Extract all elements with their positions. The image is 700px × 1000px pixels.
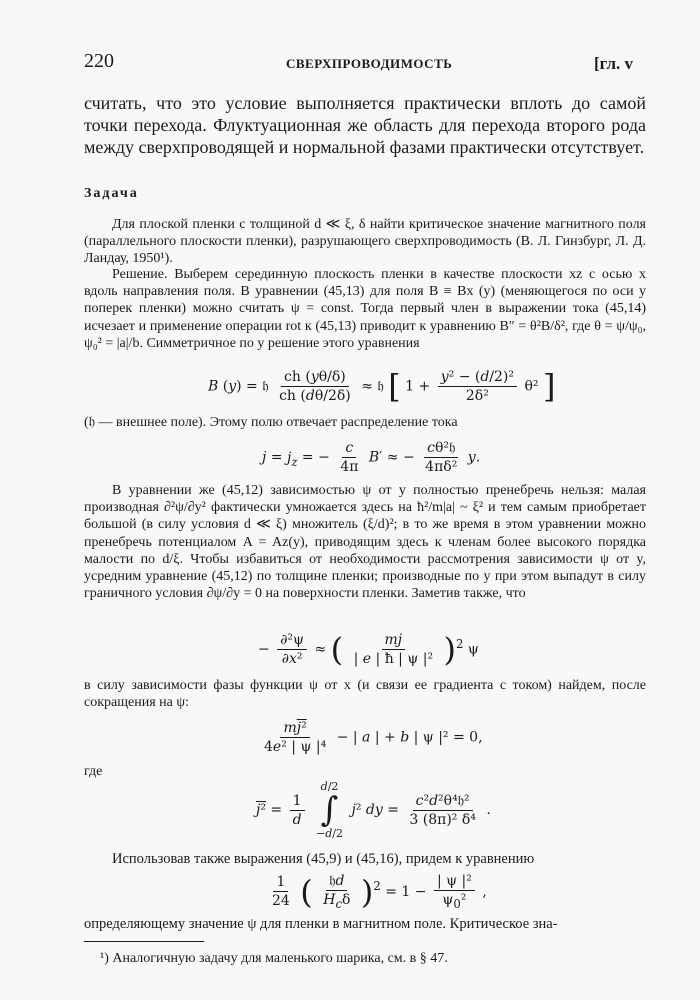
- where-label: [84, 763, 646, 780]
- after-formula1-paragraph: [84, 414, 646, 431]
- formula-averaged-equation: $\frac{\text{mj²}}{\text{4e² | ψ |⁴}}$ − | a | + b | ψ |² = 0,: [264, 720, 483, 755]
- chapter-marker: [гл. v: [594, 54, 634, 73]
- footnote-divider: [84, 941, 204, 942]
- paragraph-4: [84, 851, 646, 868]
- footnote: ¹) Аналогичную задачу для маленького шарика, см. в § 47.: [100, 951, 448, 966]
- solution-paragraph: [84, 266, 646, 352]
- running-title: СВЕРХПРОВОДИМОСТЬ: [286, 56, 453, 71]
- paragraph-5-text: определяющему значение ψ для пленки в магнитном поле. Критическое зна-: [84, 916, 558, 932]
- where-text: где: [84, 764, 103, 779]
- paragraph-2: [84, 482, 646, 602]
- formula-current: $j = j_z$ = − $\frac{c}{4\pi}$ B′ ≈ − $\frac{\text{cθ²𝔥}}{\text{4πδ²}}$ y.: [262, 440, 481, 475]
- formula-mean-square-current: j² = $\frac{1}{d}$ d/2 ∫ −d/2 j² dy = $\frac{\text{c²d²θ⁴𝔥²}}{\text{3 (8π)² δ⁴}}$ .: [256, 780, 491, 840]
- formula-critical-equation: $\frac{1}{24}$ ( $\frac{\text{𝔥d}}{H_c\delta}$ )$^2$ = 1 − $\frac{\text{| ψ |²}}{\psi_0^2}$ ,: [272, 872, 487, 911]
- paragraph-2-text: В уравнении же (45,12) зависимостью ψ от y полностью пренебречь нельзя: малая производная ∂²ψ/∂y² фактически умножается здесь на ħ²/m|a| ~ ξ² и тем самым приобретает большой (в силу условия d ≪ ξ) множитель (ξ/d)²; в то же время в этом уравнении можно пренебречь потенциалом A = Az(y), приводящим здесь к членам более высокого порядка малости по d/ξ. Чтобы избавиться от необходимости рассмотрения зависимости ψ от y, усредним уравнение (45,12) по толщине пленки; производные по y при этом выпадут в силу граничного условия ∂ψ/∂y = 0 на поверхности пленки. Заметив также, что: [84, 483, 646, 602]
- intro-paragraph: считать, что это условие выполняется практически вплоть до самой точки перехода. Флуктуационная же область для перехода второго рода между сверхпроводящей и нормальной фазами практически отсутствует.: [84, 93, 646, 157]
- formula-field-distribution: B (y) = 𝔥 $\frac{ch (y\theta/\delta)}{ch (d\theta/2\delta)}$ ≈ 𝔥 [ 1 + $\frac{\text{y² − (d/2)²}}{\text{2δ²}}$ θ² ]: [208, 367, 556, 406]
- problem-heading: Задача: [84, 186, 139, 201]
- paragraph-5: [84, 916, 646, 933]
- problem-statement-text: Для плоской пленки с толщиной d ≪ ξ, δ найти критическое значение магнитного поля (параллельного плоскости пленки), разрушающего сверхпроводимость (В. Л. Гинзбург, Л. Д. Ландау, 1950¹).: [84, 217, 646, 267]
- solution-text: Решение. Выберем серединную плоскость пленки в качестве плоскости xz с осью x вдоль направления поля. В уравнении (45,13) для поля B ≡ Bx (y) (меняющегося по оси y поперек пленки) можно считать ψ = const. Тогда первый член в выражении тока (45,14) исчезает и применение операции rot к (45,13) приводит к уравнению B″ = θ²B/δ², где θ = ψ/ψ₀, ψ₀² = |a|/b. Симметричное по y решение этого уравнения: [84, 267, 646, 351]
- paragraph-4-text: Использовав также выражения (45,9) и (45,16), придем к уравнению: [112, 851, 535, 867]
- page-number: 220: [84, 50, 114, 72]
- paragraph-3-text: в силу зависимости фазы функции ψ от x (и связи ее градиента с током) найдем, после сокращения на ψ:: [84, 678, 646, 711]
- problem-statement: [84, 216, 646, 268]
- after-formula1-text: (𝔥 — внешнее поле). Этому полю отвечает распределение тока: [84, 415, 458, 430]
- paragraph-3: [84, 677, 646, 711]
- formula-second-derivative: − $\frac{\text{∂²ψ}}{\text{∂x²}}$ ≈ ( $\frac{mj}{\text{| e | ħ | ψ |²}}$ )$^2$ ψ: [258, 630, 479, 669]
